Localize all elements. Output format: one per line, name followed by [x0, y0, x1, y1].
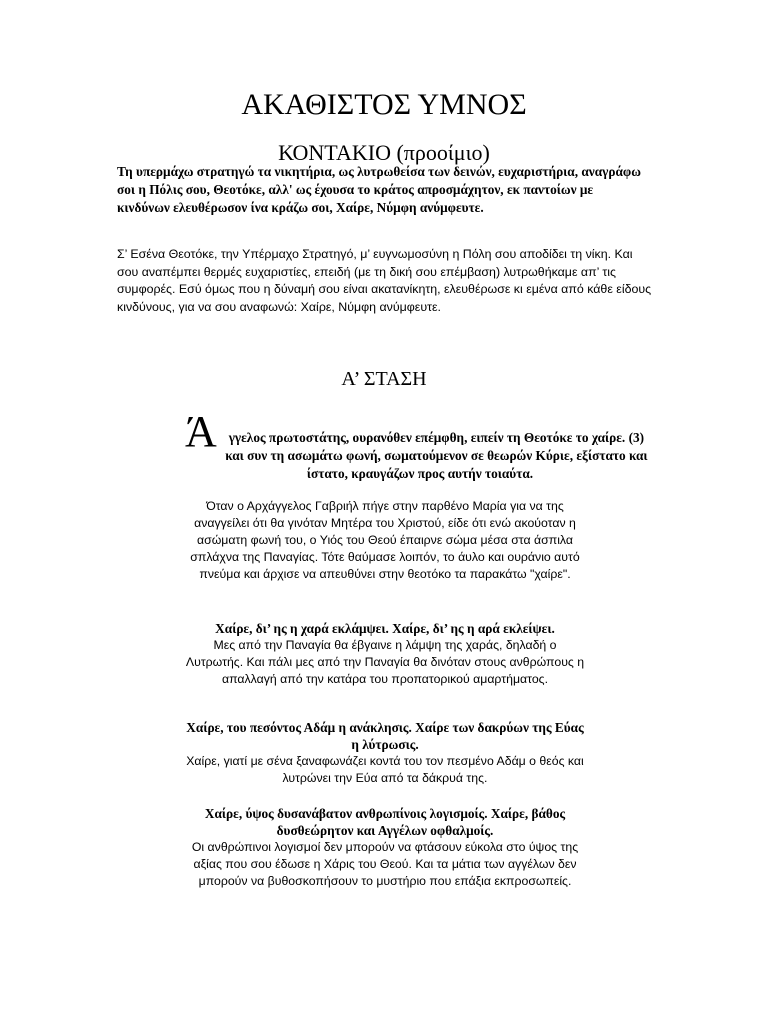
- verse-3: [185, 805, 585, 890]
- drop-cap: Ά: [185, 407, 217, 456]
- verse-1: [185, 620, 585, 688]
- first-stanza-paraphrase-block: [185, 498, 585, 583]
- kontakio-hymn: Τη υπερμάχω στρατηγώ τα νικητήρια, ως λυτρωθείσα των δεινών, ευχαριστήρια, αναγράφω σοι η Πόλις σου, Θεοτόκε, αλλ' ως έχουσα το κράτος απροσμάχητον, εκ παντοίων με κινδύνων ελευθέρωσον ίνα κράζω σοι, Χαίρε, Νύμφη ανύμφευτε.: [117, 164, 641, 215]
- verse-1-hymn: Χαίρε, δι’ ης η χαρά εκλάμψει. Χαίρε, δι’ ης η αρά εκλείψει.: [215, 621, 555, 636]
- document-title: ΑΚΑΘΙΣΤΟΣ ΥΜΝΟΣ: [241, 88, 527, 121]
- stasi-heading: Α’ ΣΤΑΣΗ: [341, 368, 427, 390]
- verse-3-hymn: Χαίρε, ύψος δυσανάβατον ανθρωπίνοις λογισμοίς. Χαίρε, βάθος δυσθεώρητον και Αγγέλων οφθαλμοίς.: [204, 806, 566, 838]
- verse-2: [185, 719, 585, 787]
- kontakio-heading: ΚΟΝΤΑΚΙΟ (προοίμιο): [278, 140, 490, 165]
- first-stanza-hymn: γγελος πρωτοστάτης, ουρανόθεν επέμφθη, ειπείν τη Θεοτόκε το χαίρε. (3) και συν τη ασωμάτω φωνή, σωματούμενον σε θεωρών Κύριε, εξίστατο και ίστατο, κραυγάζων προς αυτήν τοιαύτα.: [225, 430, 648, 481]
- verse-1-paraphrase: Μες από την Παναγία θα έβγαινε η λάμψη της χαράς, δηλαδή ο Λυτρωτής. Και πάλι μες από την Παναγία θα δινόταν στους ανθρώπους η απαλλαγή από την κατάρα του προπατορικού αμαρτήματος.: [185, 638, 585, 686]
- verse-2-hymn: Χαίρε, του πεσόντος Αδάμ η ανάκλησις. Χαίρε των δακρύων της Εύας η λύτρωσις.: [186, 720, 584, 752]
- verse-2-paraphrase: Χαίρε, γιατί με σένα ξαναφωνάζει κοντά του τον πεσμένο Αδάμ ο θεός και λυτρώνει την Εύα από τα δάκρυά της.: [186, 754, 584, 785]
- kontakio-paraphrase: Σ’ Εσένα Θεοτόκε, την Υπέρμαχο Στρατηγό, μ’ ευγνωμοσύνη η Πόλη σου αποδίδει τη νίκη. Και σου αναπέμπει θερμές ευχαριστίες, επειδή (με τη δική σου επέμβαση) λυτρωθήκαμε απ’ τις συμφορές. Εσύ όμως που η δύναμή σου είναι ακατανίκητη, ελευθέρωσε κι εμένα από κάθε είδους κινδύνους, για να σου αναφωνώ: Χαίρε, Νύμφη ανύμφευτε.: [117, 247, 652, 314]
- first-stanza-paraphrase: Όταν ο Αρχάγγελος Γαβριήλ πήγε στην παρθένο Μαρία για να της αναγγείλει ότι θα γινόταν Μητέρα του Χριστού, είδε ότι ενώ ακούοταν η ασώματη φωνή του, ο Υιός του Θεού έπαιρνε σώμα μέσα στα άσπιλα σπλάχνα της Παναγίας. Τότε θαύμασε λοιπόν, το άυλο και ουράνιο αυτό πνεύμα και άρχισε να απευθύνει στην θεοτόκο τα παρακάτω "χαίρε".: [190, 499, 580, 581]
- first-stanza: [185, 407, 655, 483]
- verse-3-paraphrase: Οι ανθρώπινοι λογισμοί δεν μπορούν να φτάσουν εύκολα στο ύψος της αξίας που σου έδωσε η Χάρις του Θεού. Και τα μάτια των αγγέλων δεν μπορούν να βυθοσκοπήσουν το μυστήριο που επάξια εκπροσωπείς.: [191, 840, 579, 888]
